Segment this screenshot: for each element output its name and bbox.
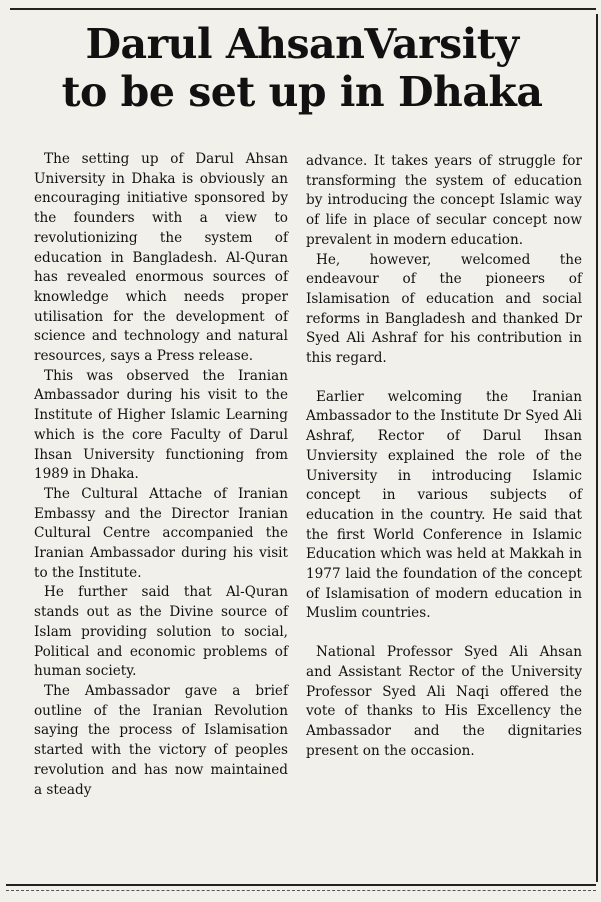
paragraph: The Ambassador gave a brief outline of the Iranian Revolution saying the process of Islamisation started with the victory of peoples revolution and has now maintained a steady xyxy=(34,682,288,798)
paragraph: Earlier welcoming the Iranian Ambassador to the Institute Dr Syed Ali Ashraf, Rector of Darul Ihsan Unviersity explained the role of the University in introducing Islamic concept in various subjects of education in the country. He said that the first World Conference in Islamic Education which was held at Makkah in 1977 laid the foundation of the concept of Islamisation of modern education in Muslim countries. xyxy=(306,388,582,622)
bottom-dashed-rule xyxy=(6,890,596,891)
left-column xyxy=(34,150,288,800)
paragraph: The Cultural Attache of Iranian Embassy and the Director Iranian Cultural Centre accompanied the Iranian Ambassador during his visit to the Institute. xyxy=(34,485,288,581)
headline xyxy=(22,20,582,116)
headline-line-1: Darul AhsanVarsity xyxy=(85,20,519,68)
bottom-rule xyxy=(6,884,596,886)
paragraph: He further said that Al-Quran stands out as the Divine source of Islam providing solution to social, Political and economic problems of human society. xyxy=(34,584,288,680)
paragraph: This was observed the Iranian Ambassador during his visit to the Institute of Higher Islamic Learning which is the core Faculty of Darul Ihsan University functioning from 1989 in Dhaka. xyxy=(34,367,288,483)
paragraph: National Professor Syed Ali Ahsan and Assistant Rector of the University Professor Syed Ali Naqi offered the vote of thanks to His Excellency the Ambassador and the dignitaries present on the occasion. xyxy=(306,644,582,759)
headline-line-2: to be set up in Dhaka xyxy=(61,68,543,116)
paragraph: He, however, welcomed the endeavour of the pioneers of Islamisation of education and social reforms in Bangladesh and thanked Dr Syed Ali Ashraf for his contribution in this regard. xyxy=(306,251,582,367)
paragraph-continuation: advance. It takes years of struggle for transforming the system of education by introducing the concept Islamic way of life in place of secular concept now prevalent in modern education. xyxy=(306,153,582,248)
paragraph: The setting up of Darul Ahsan University in Dhaka is obviously an encouraging initiative sponsored by the founders with a view to revolutionizing the system of education in Bangladesh. Al-Quran has revealed enormous sources of knowledge which needs proper utilisation for the development of science and technology and natural resources, says a Press release. xyxy=(34,151,288,365)
right-column xyxy=(306,152,582,761)
top-rule xyxy=(10,8,596,10)
